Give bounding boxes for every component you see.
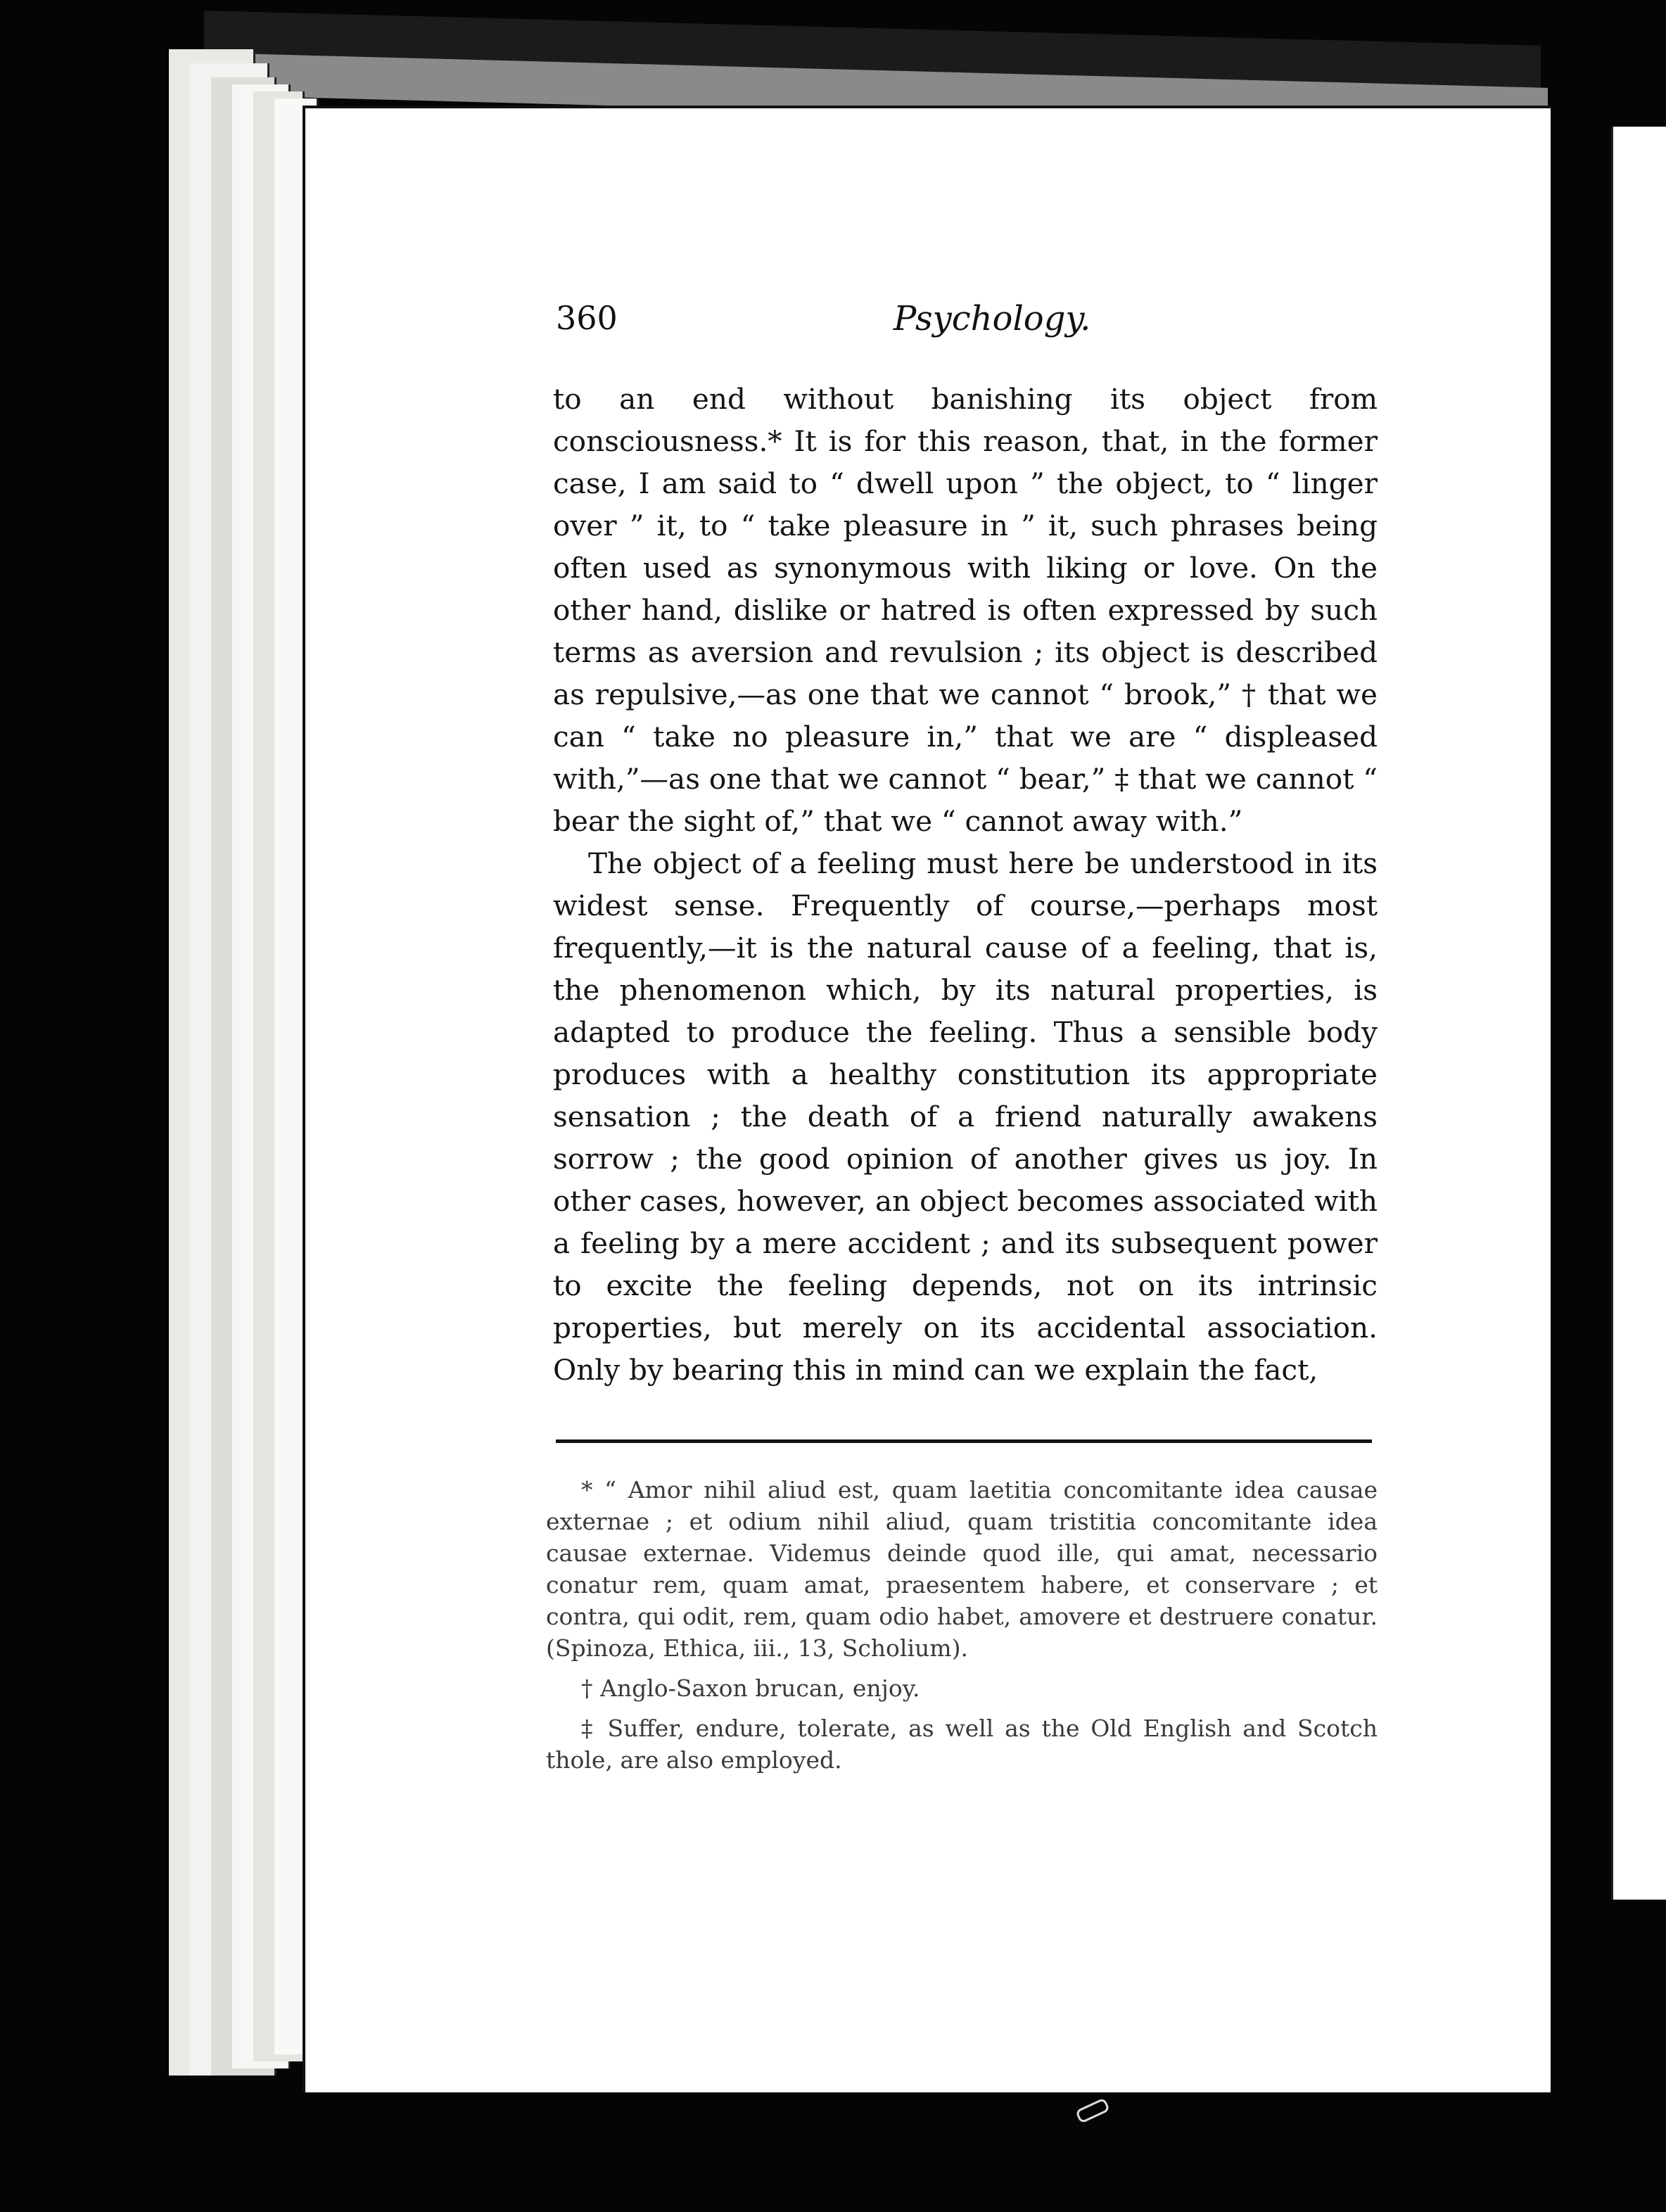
footnote: † Anglo-Saxon brucan, enjoy. xyxy=(581,1674,920,1702)
footnote: * “ Amor nihil aliud est, quam laetitia concomitante idea causae externae ; et odium nihil aliud, quam tristitia concomitante idea causae externae. Videmus deinde quod ille, qui amat, necessario conatur rem, quam amat, praesentem habere, et conservare ; et contra, qui odit, rem, quam odio habet, amovere et destruere conatur. (Spinoza, Ethica, iii., 13, Scholium). xyxy=(546,1476,1378,1662)
page-number: 360 xyxy=(556,299,618,337)
paragraph: to an end without banishing its object from consciousness.* It is for this reason, that, in the former case, I am said to “ dwell upon ” the object, to “ linger over ” it, to “ take pleasure in ” it, such phrases being often used as synonymous with liking or love. On the other hand, dislike or hatred is often expressed by such terms as aversion and revulsion ; its object is described as repulsive,—as one that we cannot “ brook,” † that we can “ take no pleasure in,” that we are “ displeased with,”—as one that we cannot “ bear,” ‡ that we cannot “ bear the sight of,” that we “ cannot away with.” xyxy=(553,382,1378,838)
running-title: Psychology. xyxy=(894,299,1091,338)
body-text xyxy=(553,378,1378,1391)
facing-page-edge xyxy=(1611,127,1666,1900)
footnotes xyxy=(546,1474,1378,1784)
footnote-rule xyxy=(556,1439,1372,1443)
paragraph: The object of a feeling must here be understood in its widest sense. Frequently of course,—perhaps most frequently,—it is the natural cause of a feeling, that is, the phenomenon which, by its natural properties, is adapted to produce the feeling. Thus a sensible body produces with a healthy constitution its appropriate sensation ; the death of a friend naturally awakens sorrow ; the good opinion of another gives us joy. In other cases, however, an object becomes associated with a feeling by a mere accident ; and its subsequent power to excite the feeling depends, not on its intrinsic properties, but merely on its accidental association. Only by bearing this in mind can we explain the fact, xyxy=(553,846,1378,1387)
footnote: ‡ Suffer, endure, tolerate, as well as the Old English and Scotch thole, are also employed. xyxy=(546,1715,1378,1774)
scan-artifact xyxy=(1075,2097,1110,2124)
page-header xyxy=(556,299,1379,348)
